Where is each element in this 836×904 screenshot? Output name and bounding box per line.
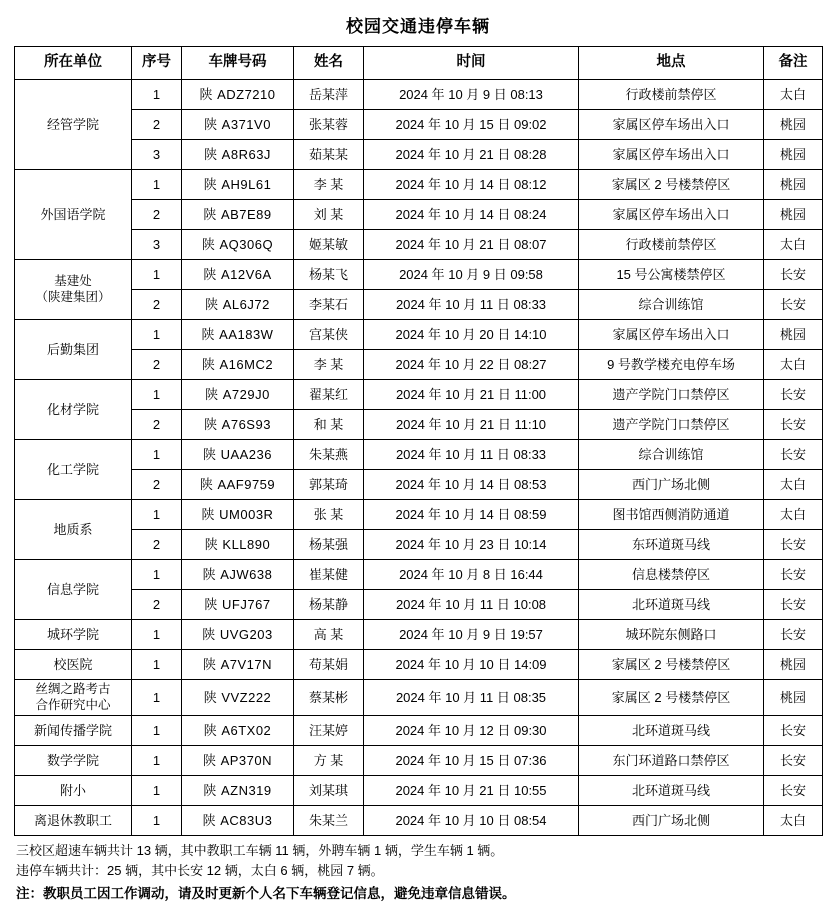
cell-index: 2 xyxy=(132,200,182,230)
cell-name: 张某蓉 xyxy=(294,110,364,140)
cell-name: 和 某 xyxy=(294,410,364,440)
cell-index: 2 xyxy=(132,410,182,440)
table-row xyxy=(15,350,823,380)
cell-place: 北环道斑马线 xyxy=(579,716,764,746)
cell-plate: 陕 AQ306Q xyxy=(182,230,294,260)
cell-name: 翟某红 xyxy=(294,380,364,410)
cell-time: 2024 年 10 月 9 日 09:58 xyxy=(364,260,579,290)
cell-time: 2024 年 10 月 8 日 16:44 xyxy=(364,560,579,590)
cell-place: 行政楼前禁停区 xyxy=(579,80,764,110)
cell-plate: 陕 AL6J72 xyxy=(182,290,294,320)
cell-place: 综合训练馆 xyxy=(579,290,764,320)
table-row xyxy=(15,110,823,140)
table-row xyxy=(15,470,823,500)
cell-place: 家属区 2 号楼禁停区 xyxy=(579,650,764,680)
cell-name: 茹某某 xyxy=(294,140,364,170)
cell-remark: 长安 xyxy=(764,776,823,806)
table-row xyxy=(15,380,823,410)
cell-index: 2 xyxy=(132,350,182,380)
cell-remark: 长安 xyxy=(764,410,823,440)
cell-unit: 地质系 xyxy=(15,500,132,560)
column-header-index: 序号 xyxy=(132,47,182,80)
cell-time: 2024 年 10 月 11 日 08:33 xyxy=(364,440,579,470)
table-row xyxy=(15,500,823,530)
cell-index: 1 xyxy=(132,380,182,410)
cell-unit xyxy=(15,680,132,716)
cell-index: 1 xyxy=(132,440,182,470)
table-row xyxy=(15,80,823,110)
table-row xyxy=(15,530,823,560)
cell-remark: 长安 xyxy=(764,560,823,590)
cell-unit: 城环学院 xyxy=(15,620,132,650)
cell-index: 1 xyxy=(132,746,182,776)
cell-place: 北环道斑马线 xyxy=(579,776,764,806)
cell-plate: 陕 KLL890 xyxy=(182,530,294,560)
cell-plate: 陕 A8R63J xyxy=(182,140,294,170)
cell-plate: 陕 A76S93 xyxy=(182,410,294,440)
cell-name: 张 某 xyxy=(294,500,364,530)
cell-remark: 长安 xyxy=(764,746,823,776)
cell-time: 2024 年 10 月 14 日 08:53 xyxy=(364,470,579,500)
cell-index: 1 xyxy=(132,650,182,680)
cell-name: 崔某健 xyxy=(294,560,364,590)
cell-unit: 化工学院 xyxy=(15,440,132,500)
cell-name: 汪某婷 xyxy=(294,716,364,746)
cell-time: 2024 年 10 月 21 日 11:00 xyxy=(364,380,579,410)
cell-name: 杨某飞 xyxy=(294,260,364,290)
cell-index: 1 xyxy=(132,260,182,290)
cell-plate: 陕 A12V6A xyxy=(182,260,294,290)
cell-unit-line: 基建处 xyxy=(54,273,92,288)
table-row xyxy=(15,260,823,290)
cell-index: 1 xyxy=(132,170,182,200)
cell-index: 3 xyxy=(132,140,182,170)
cell-place: 信息楼禁停区 xyxy=(579,560,764,590)
cell-index: 2 xyxy=(132,530,182,560)
cell-unit-line: （陕建集团） xyxy=(35,289,111,304)
cell-time: 2024 年 10 月 11 日 10:08 xyxy=(364,590,579,620)
cell-remark: 太白 xyxy=(764,500,823,530)
cell-unit: 数学学院 xyxy=(15,746,132,776)
cell-time: 2024 年 10 月 21 日 10:55 xyxy=(364,776,579,806)
cell-unit: 信息学院 xyxy=(15,560,132,620)
cell-name: 姬某敏 xyxy=(294,230,364,260)
column-header-remark: 备注 xyxy=(764,47,823,80)
cell-remark: 太白 xyxy=(764,230,823,260)
cell-place: 北环道斑马线 xyxy=(579,590,764,620)
cell-remark: 长安 xyxy=(764,290,823,320)
cell-name: 郭某琦 xyxy=(294,470,364,500)
cell-unit-line: 丝绸之路考古 xyxy=(35,682,111,696)
cell-place: 综合训练馆 xyxy=(579,440,764,470)
cell-plate: 陕 UVG203 xyxy=(182,620,294,650)
cell-unit: 化材学院 xyxy=(15,380,132,440)
cell-time: 2024 年 10 月 15 日 09:02 xyxy=(364,110,579,140)
cell-place: 遗产学院门口禁停区 xyxy=(579,410,764,440)
cell-index: 2 xyxy=(132,590,182,620)
cell-remark: 桃园 xyxy=(764,110,823,140)
cell-name: 李 某 xyxy=(294,350,364,380)
cell-remark: 长安 xyxy=(764,590,823,620)
cell-plate: 陕 AB7E89 xyxy=(182,200,294,230)
cell-time: 2024 年 10 月 20 日 14:10 xyxy=(364,320,579,350)
cell-remark: 桃园 xyxy=(764,320,823,350)
cell-place: 家属区停车场出入口 xyxy=(579,140,764,170)
cell-time: 2024 年 10 月 14 日 08:24 xyxy=(364,200,579,230)
cell-time: 2024 年 10 月 23 日 10:14 xyxy=(364,530,579,560)
cell-time: 2024 年 10 月 15 日 07:36 xyxy=(364,746,579,776)
table-row xyxy=(15,590,823,620)
cell-time: 2024 年 10 月 9 日 19:57 xyxy=(364,620,579,650)
cell-place: 西门广场北侧 xyxy=(579,470,764,500)
cell-place: 家属区停车场出入口 xyxy=(579,200,764,230)
cell-place: 遗产学院门口禁停区 xyxy=(579,380,764,410)
cell-remark: 桃园 xyxy=(764,140,823,170)
cell-remark: 太白 xyxy=(764,350,823,380)
column-header-name: 姓名 xyxy=(294,47,364,80)
cell-index: 1 xyxy=(132,806,182,836)
table-body xyxy=(15,80,823,836)
cell-plate: 陕 AAF9759 xyxy=(182,470,294,500)
cell-remark: 长安 xyxy=(764,716,823,746)
table-header-row xyxy=(15,47,823,80)
cell-place: 东环道斑马线 xyxy=(579,530,764,560)
cell-plate: 陕 AP370N xyxy=(182,746,294,776)
cell-remark: 长安 xyxy=(764,260,823,290)
cell-place: 9 号教学楼充电停车场 xyxy=(579,350,764,380)
column-header-time: 时间 xyxy=(364,47,579,80)
table-row xyxy=(15,650,823,680)
cell-index: 1 xyxy=(132,80,182,110)
cell-remark: 长安 xyxy=(764,380,823,410)
cell-name: 方 某 xyxy=(294,746,364,776)
table-row xyxy=(15,440,823,470)
table-row xyxy=(15,716,823,746)
cell-remark: 长安 xyxy=(764,530,823,560)
table-row xyxy=(15,620,823,650)
cell-index: 1 xyxy=(132,560,182,590)
cell-time: 2024 年 10 月 9 日 08:13 xyxy=(364,80,579,110)
cell-plate: 陕 UAA236 xyxy=(182,440,294,470)
cell-place: 图书馆西侧消防通道 xyxy=(579,500,764,530)
cell-time: 2024 年 10 月 10 日 14:09 xyxy=(364,650,579,680)
cell-name: 李 某 xyxy=(294,170,364,200)
table-row xyxy=(15,320,823,350)
cell-time: 2024 年 10 月 14 日 08:12 xyxy=(364,170,579,200)
cell-unit-line: 合作研究中心 xyxy=(35,697,111,712)
cell-remark: 桃园 xyxy=(764,680,823,716)
cell-name: 高 某 xyxy=(294,620,364,650)
cell-time: 2024 年 10 月 10 日 08:54 xyxy=(364,806,579,836)
cell-remark: 太白 xyxy=(764,80,823,110)
cell-plate: 陕 A729J0 xyxy=(182,380,294,410)
note-line-reminder: 注：教职员工因工作调动，请及时更新个人名下车辆登记信息，避免违章信息错误。 xyxy=(16,885,516,901)
cell-plate: 陕 VVZ222 xyxy=(182,680,294,716)
cell-time: 2024 年 10 月 22 日 08:27 xyxy=(364,350,579,380)
cell-place: 15 号公寓楼禁停区 xyxy=(579,260,764,290)
table-header xyxy=(15,47,823,80)
cell-time: 2024 年 10 月 14 日 08:59 xyxy=(364,500,579,530)
cell-index: 2 xyxy=(132,110,182,140)
table-row xyxy=(15,140,823,170)
column-header-unit: 所在单位 xyxy=(15,47,132,80)
cell-plate: 陕 AJW638 xyxy=(182,560,294,590)
cell-name: 刘某琪 xyxy=(294,776,364,806)
cell-place: 家属区 2 号楼禁停区 xyxy=(579,680,764,716)
cell-plate: 陕 AA183W xyxy=(182,320,294,350)
cell-name: 朱某燕 xyxy=(294,440,364,470)
cell-name: 蔡某彬 xyxy=(294,680,364,716)
table-row xyxy=(15,170,823,200)
cell-unit: 校医院 xyxy=(15,650,132,680)
cell-name: 朱某兰 xyxy=(294,806,364,836)
cell-plate: 陕 AZN319 xyxy=(182,776,294,806)
column-header-place: 地点 xyxy=(579,47,764,80)
table-row xyxy=(15,410,823,440)
cell-index: 2 xyxy=(132,470,182,500)
table-row xyxy=(15,680,823,716)
cell-name: 刘 某 xyxy=(294,200,364,230)
cell-name: 李某石 xyxy=(294,290,364,320)
cell-place: 家属区停车场出入口 xyxy=(579,110,764,140)
cell-name: 苟某娟 xyxy=(294,650,364,680)
cell-unit: 离退休教职工 xyxy=(15,806,132,836)
cell-remark: 桃园 xyxy=(764,170,823,200)
column-header-plate: 车牌号码 xyxy=(182,47,294,80)
cell-remark: 长安 xyxy=(764,440,823,470)
cell-index: 1 xyxy=(132,680,182,716)
violation-table xyxy=(14,46,823,836)
cell-time: 2024 年 10 月 21 日 11:10 xyxy=(364,410,579,440)
cell-unit: 新闻传播学院 xyxy=(15,716,132,746)
cell-plate: 陕 UM003R xyxy=(182,500,294,530)
table-row xyxy=(15,776,823,806)
cell-unit: 后勤集团 xyxy=(15,320,132,380)
cell-index: 1 xyxy=(132,320,182,350)
cell-name: 宫某侠 xyxy=(294,320,364,350)
cell-plate: 陕 AH9L61 xyxy=(182,170,294,200)
cell-unit: 附小 xyxy=(15,776,132,806)
cell-time: 2024 年 10 月 21 日 08:07 xyxy=(364,230,579,260)
cell-remark: 太白 xyxy=(764,470,823,500)
cell-plate: 陕 A16MC2 xyxy=(182,350,294,380)
cell-unit: 外国语学院 xyxy=(15,170,132,260)
notes-section xyxy=(14,836,822,904)
cell-remark: 长安 xyxy=(764,620,823,650)
cell-place: 行政楼前禁停区 xyxy=(579,230,764,260)
cell-place: 家属区停车场出入口 xyxy=(579,320,764,350)
note-line-speeding: 三校区超速车辆共计 13 辆，其中教职工车辆 11 辆，外聘车辆 1 辆，学生车辆 1 辆。 xyxy=(16,843,504,859)
cell-plate: 陕 A371V0 xyxy=(182,110,294,140)
cell-plate: 陕 UFJ767 xyxy=(182,590,294,620)
note-line-parking: 违停车辆共计：25 辆，其中长安 12 辆，太白 6 辆，桃园 7 辆。 xyxy=(16,863,384,879)
cell-index: 3 xyxy=(132,230,182,260)
table-row xyxy=(15,746,823,776)
cell-plate: 陕 ADZ7210 xyxy=(182,80,294,110)
cell-index: 1 xyxy=(132,716,182,746)
cell-index: 1 xyxy=(132,620,182,650)
page-title: 校园交通违停车辆 xyxy=(346,17,490,36)
cell-place: 西门广场北侧 xyxy=(579,806,764,836)
cell-name: 岳某萍 xyxy=(294,80,364,110)
cell-index: 2 xyxy=(132,290,182,320)
cell-unit: 经管学院 xyxy=(15,80,132,170)
table-row xyxy=(15,230,823,260)
cell-plate: 陕 A7V17N xyxy=(182,650,294,680)
cell-unit xyxy=(15,260,132,320)
cell-place: 家属区 2 号楼禁停区 xyxy=(579,170,764,200)
cell-name: 杨某强 xyxy=(294,530,364,560)
table-row xyxy=(15,290,823,320)
cell-time: 2024 年 10 月 21 日 08:28 xyxy=(364,140,579,170)
table-row xyxy=(15,560,823,590)
cell-name: 杨某静 xyxy=(294,590,364,620)
cell-time: 2024 年 10 月 11 日 08:35 xyxy=(364,680,579,716)
cell-remark: 桃园 xyxy=(764,650,823,680)
cell-time: 2024 年 10 月 12 日 09:30 xyxy=(364,716,579,746)
cell-index: 1 xyxy=(132,776,182,806)
cell-time: 2024 年 10 月 11 日 08:33 xyxy=(364,290,579,320)
cell-place: 城环院东侧路口 xyxy=(579,620,764,650)
cell-place: 东门环道路口禁停区 xyxy=(579,746,764,776)
table-row xyxy=(15,200,823,230)
cell-plate: 陕 A6TX02 xyxy=(182,716,294,746)
cell-remark: 桃园 xyxy=(764,200,823,230)
cell-plate: 陕 AC83U3 xyxy=(182,806,294,836)
cell-remark: 太白 xyxy=(764,806,823,836)
cell-index: 1 xyxy=(132,500,182,530)
